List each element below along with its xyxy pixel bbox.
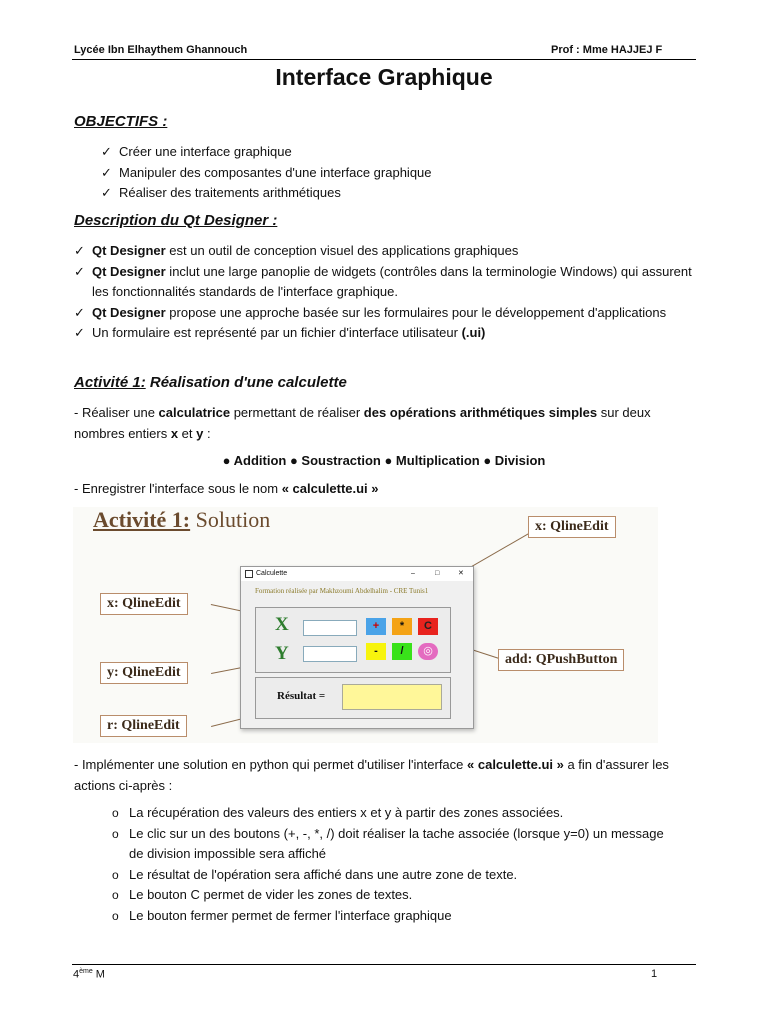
x-lineedit[interactable] <box>303 620 357 636</box>
description-item-bold: Qt Designer <box>92 263 166 279</box>
y-lineedit[interactable] <box>303 646 357 662</box>
footer-level-sup: ème <box>79 968 93 975</box>
description-item-bold: Qt Designer <box>92 243 166 258</box>
text-run: - Enregistrer l'interface sous le nom <box>74 481 282 496</box>
text-run: sur deux nombres entiers <box>74 405 651 441</box>
clear-button[interactable]: C <box>418 618 438 635</box>
header-school: Lycée Ibn Elhaythem Ghannouch <box>74 44 248 56</box>
window-titlebar <box>241 567 473 581</box>
calculette-window <box>240 566 474 729</box>
footer-rule <box>72 964 696 965</box>
callout-x-left: x: QlineEdit <box>100 593 188 615</box>
description-item <box>74 303 696 324</box>
callout-x-top: x: QlineEdit <box>528 516 616 538</box>
minimize-icon[interactable]: – <box>411 570 415 577</box>
result-group <box>255 677 451 719</box>
subtract-button[interactable]: - <box>366 643 386 660</box>
window-title: Calculette <box>256 570 288 577</box>
y-label: Y <box>275 643 289 664</box>
description-item <box>74 262 696 303</box>
maximize-icon[interactable]: □ <box>435 570 440 577</box>
text-run: permettant de réaliser <box>230 405 364 420</box>
implement-item: o La récupération des valeurs des entiers x et y à partir des zones associées. <box>110 803 670 824</box>
implement-item: o Le bouton C permet de vider les zones de textes. <box>110 885 670 906</box>
text-run-bold: des opérations arithmétiques simples <box>363 405 598 420</box>
activite-heading <box>74 374 347 391</box>
activite-heading-rest: Réalisation d'une calculette <box>145 374 347 391</box>
description-list <box>74 241 696 344</box>
description-item-bold: Qt Designer <box>92 304 166 320</box>
description-item <box>74 241 696 262</box>
divide-button[interactable]: / <box>392 643 412 660</box>
description-item <box>74 323 696 344</box>
r-lineedit[interactable] <box>342 684 442 710</box>
activite-heading-label: Activité 1: <box>74 374 146 391</box>
multiply-button[interactable]: * <box>392 618 412 635</box>
text-run-bold: « calculette.ui » <box>467 757 564 772</box>
text-run: a fin d'assurer les actions ci-après : <box>74 757 669 793</box>
resultat-label: Résultat = <box>277 690 326 702</box>
add-button[interactable]: + <box>366 618 386 635</box>
text-run: - Implémenter une solution en python qui permet d'utiliser l'interface <box>74 757 468 772</box>
implement-item: o Le clic sur un des boutons (+, -, *, /) doit réaliser la tache associée (lorsque y=0) un message de division impossible sera affiché <box>110 824 670 865</box>
implement-item: o Le bouton fermer permet de fermer l'interface graphique <box>110 906 670 927</box>
objectifs-item: ✓ Manipuler des composantes d'une interface graphique <box>101 163 661 184</box>
footer-level-num: 4 <box>73 968 80 981</box>
text-run: et <box>178 425 197 441</box>
description-item-bold: (.ui) <box>461 325 486 340</box>
close-icon[interactable]: ✕ <box>458 570 464 577</box>
objectifs-heading: OBJECTIFS : <box>74 113 168 130</box>
description-item-text: est un outil de conception visuel des applications graphiques <box>165 243 519 258</box>
text-run: : <box>203 425 211 441</box>
description-item-text: propose une approche basée sur les formulaires pour le développement d'applications <box>165 304 667 320</box>
callout-add: add: QPushButton <box>498 649 624 671</box>
text-run: - Réaliser une <box>74 405 159 420</box>
figure-title <box>93 507 270 533</box>
footer-level-suffix: M <box>92 968 105 981</box>
figure-title-label: Activité 1: <box>93 507 191 532</box>
header-rule <box>72 59 696 60</box>
page-title: Interface Graphique <box>275 64 493 90</box>
footer-level <box>73 968 105 981</box>
activite-paragraph <box>74 403 696 444</box>
text-run-bold: calculatrice <box>158 405 231 420</box>
app-icon <box>245 570 253 578</box>
close-button[interactable]: ◎ <box>418 643 438 660</box>
description-item-text: Un formulaire est représenté par un fichier d'interface utilisateur <box>92 325 462 340</box>
description-item-text: inclut une large panoplie de widgets (contrôles dans la terminologie Windows) qui assurent les fonctionnalités standards de l'interface graphique. <box>92 263 692 299</box>
objectifs-list <box>101 142 661 204</box>
header-prof: Prof : Mme HAJJEJ F <box>551 44 663 56</box>
x-label: X <box>275 614 289 635</box>
callout-y: y: QlineEdit <box>100 662 188 684</box>
objectifs-item: ✓ Créer une interface graphique <box>101 142 661 163</box>
objectifs-item: ✓ Réaliser des traitements arithmétiques <box>101 183 661 204</box>
operations-line: ● Addition ● Soustraction ● Multiplication ● Division <box>222 453 546 468</box>
callout-r: r: QlineEdit <box>100 715 187 737</box>
implement-list <box>110 803 670 926</box>
description-heading: Description du Qt Designer : <box>74 212 278 229</box>
save-instruction <box>74 479 379 500</box>
figure-title-rest: Solution <box>190 507 271 532</box>
text-run-bold: x <box>170 425 179 441</box>
inputs-group <box>255 607 451 673</box>
implement-item: o Le résultat de l'opération sera affiché dans une autre zone de texte. <box>110 865 670 886</box>
window-subtitle: Formation réalisée par Makhzoumi Abdelhalim - CRE Tunis1 <box>255 587 429 595</box>
page-number: 1 <box>651 968 658 980</box>
text-run-bold: « calculette.ui » <box>281 481 379 496</box>
implement-paragraph <box>74 755 696 796</box>
text-run-bold: y <box>196 425 204 441</box>
solution-figure <box>73 507 658 743</box>
